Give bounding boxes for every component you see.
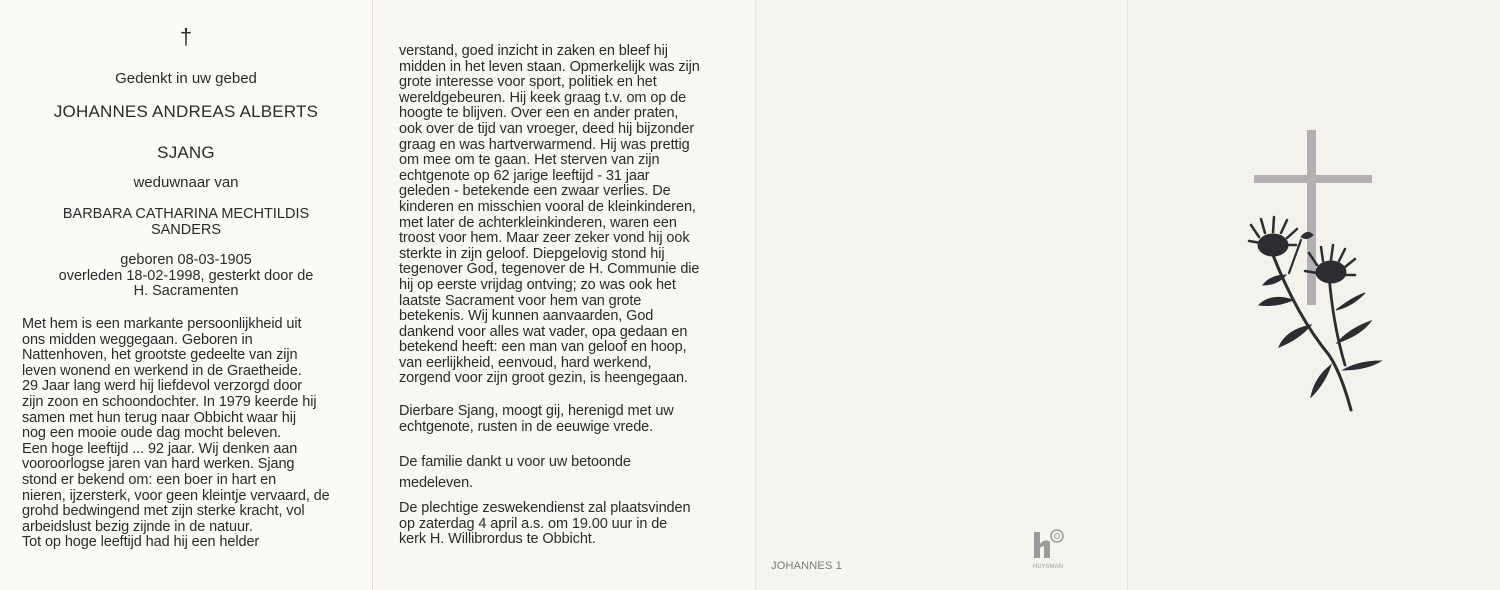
biography-line: midden in het leven staan. Opmerkelijk was zijn bbox=[399, 58, 700, 75]
biography-part-2 bbox=[399, 44, 700, 387]
deceased-nickname: SJANG bbox=[157, 143, 215, 162]
widower-line: weduwnaar van bbox=[133, 174, 239, 191]
card-panel-cover bbox=[1127, 0, 1500, 590]
biography-line: graag en was hartverwarmend. Hij was prettig bbox=[399, 136, 690, 153]
birth-line: geboren 08-03-1905 bbox=[120, 252, 252, 268]
biography-line: vooroorlogse jaren van hard werken. Sjang bbox=[22, 456, 295, 473]
biography-line: ook over de tijd van vroeger, deed hij bijzonder bbox=[399, 120, 695, 137]
biography-line: kinderen en misschien vooral de kleinkinderen, bbox=[399, 198, 696, 215]
biography-line: Een hoge leeftijd ... 92 jaar. Wij denken aan bbox=[22, 440, 298, 457]
biography-line: geleden - betekende een zwaar verlies. De bbox=[399, 183, 671, 200]
spouse-name bbox=[0, 206, 372, 238]
spouse-name-line: SANDERS bbox=[150, 222, 222, 238]
biography-line: hoogte te blijven. Over een en ander praten, bbox=[399, 105, 679, 122]
biography-line: betekend heeft: een man van geloof en hoop, bbox=[399, 339, 687, 356]
biography-line: zorgend voor zijn groot gezin, is heengegaan. bbox=[399, 370, 688, 387]
biography-line: van eerlijkheid, eenvoud, hard werkend, bbox=[399, 354, 652, 371]
biography-line: sterkte in zijn geloof. Diepgelovig stond hij bbox=[399, 245, 665, 262]
biography-line: ons midden weggegaan. Geboren in bbox=[22, 331, 253, 348]
deceased-full-name: JOHANNES ANDREAS ALBERTS bbox=[53, 102, 319, 121]
death-line: overleden 18-02-1998, gesterkt door de bbox=[58, 267, 314, 284]
life-dates bbox=[0, 253, 372, 300]
card-panel-back bbox=[755, 0, 1128, 590]
farewell-paragraph bbox=[399, 404, 674, 435]
spouse-name-line: BARBARA CATHARINA MECHTILDIS bbox=[62, 206, 310, 222]
biography-line: nog een mooie oude dag mocht beleven. bbox=[22, 425, 282, 442]
biography-line: om mee om te gaan. Het sterven van zijn bbox=[399, 152, 660, 169]
farewell-line: Dierbare Sjang, moogt gij, herenigd met uw bbox=[399, 403, 674, 419]
biography-line: tegenover God, tegenover de H. Communie die bbox=[399, 261, 700, 278]
sacraments-line: H. Sacramenten bbox=[133, 283, 239, 300]
cross-icon: † bbox=[179, 24, 193, 49]
biography-line: Tot op hoge leeftijd had hij een helder bbox=[22, 534, 260, 551]
card-panel-inside-right bbox=[372, 0, 756, 590]
card-panel-front-left bbox=[0, 0, 372, 590]
biography-line: met later de achterkleinkinderen, waren een bbox=[399, 214, 677, 231]
biography-line: nieren, ijzersterk, voor geen kleintje vervaard, de bbox=[22, 487, 330, 504]
biography-line: wereldgebeuren. Hij keek graag t.v. om op de bbox=[399, 89, 687, 106]
thanks-line: medeleven. bbox=[399, 475, 473, 491]
biography-line: 29 Jaar lang werd hij liefdevol verzorgd door bbox=[22, 378, 303, 395]
biography-line: Met hem is een markante persoonlijkheid uit bbox=[22, 316, 302, 332]
biography-line: troost voor hem. Maar zeer zeker vond hij ook bbox=[399, 230, 690, 247]
service-line: op zaterdag 4 april a.s. om 19.00 uur in de bbox=[399, 515, 668, 532]
card-code: JOHANNES 1 bbox=[771, 560, 843, 572]
printer-logo-icon bbox=[1033, 528, 1069, 577]
remember-line: Gedenkt in uw gebed bbox=[115, 70, 257, 87]
biography-line: samen met hun terug naar Obbicht waar hij bbox=[22, 409, 296, 426]
biography-line: arbeidslust bezig zijnde in de natuur. bbox=[22, 518, 253, 535]
biography-line: laatste Sacrament voor hem van grote bbox=[399, 292, 642, 309]
biography-line: stond er bekend om: een boer in hart en bbox=[22, 471, 277, 488]
thanks-paragraph bbox=[399, 452, 631, 494]
service-line: De plechtige zeswekendienst zal plaatsvinden bbox=[399, 500, 691, 516]
printer-logo-text: HUYSMAN bbox=[1033, 564, 1064, 570]
biography-line: dankend voor alles wat vader, opa gedaan en bbox=[399, 323, 688, 340]
biography-line: echtgenote op 62 jarige leeftijd - 31 jaar bbox=[399, 167, 650, 184]
biography-part-1 bbox=[22, 317, 330, 551]
cross-with-thistle-flowers-icon bbox=[1241, 125, 1391, 425]
service-paragraph bbox=[399, 501, 690, 548]
farewell-line: echtgenote, rusten in de eeuwige vrede. bbox=[399, 418, 654, 435]
biography-line: Nattenhoven, het grootste gedeelte van zijn bbox=[22, 347, 298, 364]
biography-line: verstand, goed inzicht in zaken en bleef hij bbox=[399, 43, 668, 59]
biography-line: betekenis. Wij kunnen aanvaarden, God bbox=[399, 308, 654, 325]
biography-line: grohd bedwingend met zijn sterke kracht, vol bbox=[22, 503, 305, 520]
biography-line: zijn zoon en schoondochter. In 1979 keerde hij bbox=[22, 393, 317, 410]
service-line: kerk H. Willibrordus te Obbicht. bbox=[399, 531, 596, 548]
biography-line: leven wonend en werkend in de Graetheide. bbox=[22, 362, 302, 379]
biography-line: grote interesse voor sport, politiek en het bbox=[399, 74, 657, 91]
thanks-line: De familie dankt u voor uw betoonde bbox=[399, 454, 631, 470]
biography-line: hij op eerste vrijdag ontving; zo was ook het bbox=[399, 276, 676, 293]
